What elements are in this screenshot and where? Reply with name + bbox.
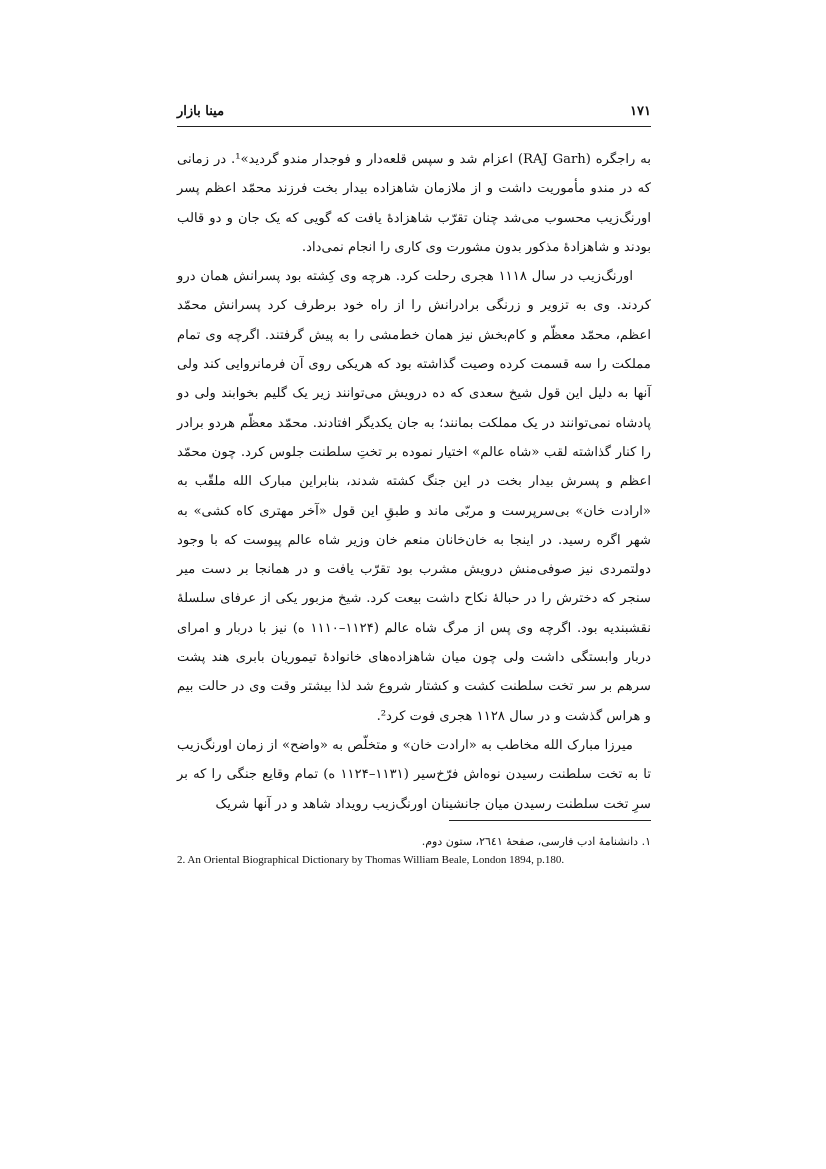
paragraph-2: اورنگ‌زیب در سال ۱۱۱۸ هجری رحلت کرد. هرچه وی کِشته بود پسرانش همان درو کردند. وی به تزویر و زرنگی برادرانش را از راه خود برطرف کرد پسرانش محمّد اعظم، محمّد معظّم و کام‌بخش نیز همان خط‌مشی را به پیش گرفتند. اگرچه وی تمام مملکت را سه قسمت کرده وصیت گذاشته بود که هریکی روی آن فرمانروایی کند ولی آنها به دلیل این قول شیخ سعدی که ده درویش می‌توانند زیر یک گلیم بخوابند ولی دو پادشاه نمی‌توانند در یک مملکت بمانند؛ به جان یکدیگر افتادند. محمّد معظّم هردو برادر را کنار گذاشته لقب «شاه عالم» اختیار نموده بر تختِ سلطنت جلوس کرد. چون محمّد اعظم و پسرش بیدار بخت در این جنگ کشته شدند، بنابراین مبارک الله ملقّب به «ارادت خان» بی‌سرپرست و مربّی ماند و طبقِ این قول «آخر مهتری کاه کشی» به شهر اگره رسید. در اینجا به خان‌خانان منعم خان وزیر شاه عالم پیوست که با وجود دولتمردی نیز صوفی‌منش درویش مشرب بود تقرّب یافت و در همانجا بر دست میر سنجر که دخترش را در حبالهٔ نکاح داشت بیعت کرد. شیخ مزبور یکی از عرفای سلسلهٔ نقشبندیه بود. اگرچه وی پس از مرگ شاه عالم (۱۱۲۴–۱۱۱۰ ه) نیز با دربار و امرای دربار وابستگی داشت ولی چون میان شاهزاده‌های خانوادهٔ تیموریان بابری هند پشت سرهم بر سر تخت سلطنت کشت و کشتار شروع شد لذا بیشتر وقت وی در حالت بیم و هراس گذشت و در سال ۱۱۲۸ هجری فوت کرد².: [177, 269, 651, 724]
paragraph-3: میرزا مبارک الله مخاطب به «ارادت خان» و متخلّص به «واضح» از زمان اورنگ‌زیب تا به تخت سلطنت رسیدن نوه‌اش فرّخ‌سیر (۱۱۳۱–۱۱۲۴ ه) تمام وقایع جنگی را که بر سرِ تخت سلطنت رسیدن میان جانشینان اورنگ‌زیب رویداد شاهد و در آنها شریک: [177, 737, 651, 812]
page-header: [177, 104, 651, 126]
page-number: ۱۷۱: [630, 104, 651, 119]
footnote-1: ۱. دانشنامهٔ ادب فارسی، صفحهٔ ۲٦٤۱، ستون دوم.: [421, 835, 651, 848]
paragraph-1: به راجگره (RAJ Garh) اعزام شد و سپس قلعه‌دار و فوجدار مندو گردید»¹. در زمانی که در مندو مأموریت داشت و از ملازمان شاهزاده بیدار بخت فرزند محمّد اعظم پسر اورنگ‌زیب محسوب می‌شد چنان تقرّب شاهزادهٔ یافت که گویی که یک جان و دو قالب بودند و شاهزادهٔ مذکور بدون مشورت وی کاری را انجام نمی‌داد.: [177, 152, 651, 255]
footnote-rule: [449, 820, 651, 821]
header-rule: [177, 126, 651, 127]
footnotes: [177, 832, 651, 870]
main-text: [177, 145, 651, 819]
running-title: مینا بازار: [177, 104, 225, 119]
footnote-2: 2. An Oriental Biographical Dictionary by Thomas William Beale, London 1894, p.180.: [177, 854, 565, 866]
